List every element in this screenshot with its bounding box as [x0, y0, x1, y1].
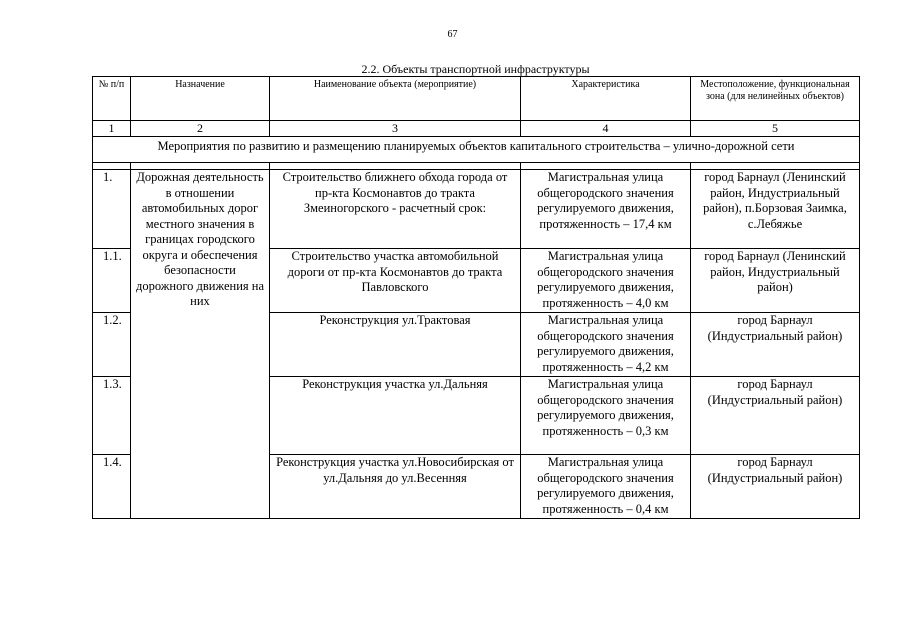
row-number: 1.4.: [93, 455, 131, 519]
header-num: № п/п: [93, 77, 131, 121]
object-name: Строительство участка автомобильной дороги от пр-кта Космонавтов до тракта Павловского: [270, 249, 521, 313]
object-name: Реконструкция участка ул.Новосибирская от ул.Дальняя до ул.Весенняя: [270, 455, 521, 519]
row-number: 1.: [93, 170, 131, 249]
object-name: Реконструкция ул.Трактовая: [270, 313, 521, 377]
header-location: Местоположение, функциональная зона (для нелинейных объектов): [691, 77, 860, 121]
table-row: [93, 170, 860, 249]
column-number: 5: [691, 121, 860, 137]
column-number: 1: [93, 121, 131, 137]
table-title: 2.2. Объекты транспортной инфраструктуры: [361, 62, 590, 76]
header-name: Наименование объекта (мероприятие): [270, 77, 521, 121]
row-number: 1.1.: [93, 249, 131, 313]
characteristic: Магистральная улица общегородского значения регулируемого движения, протяженность – 4,2 км: [521, 313, 691, 377]
characteristic: Магистральная улица общегородского значения регулируемого движения, протяженность – 0,4 км: [521, 455, 691, 519]
row-number: 1.3.: [93, 377, 131, 455]
column-number: 2: [131, 121, 270, 137]
characteristic: Магистральная улица общегородского значения регулируемого движения, протяженность – 17,4 км: [521, 170, 691, 249]
page-number: 67: [447, 29, 458, 40]
object-name: Реконструкция участка ул.Дальняя: [270, 377, 521, 455]
location: город Барнаул (Индустриальный район): [691, 313, 860, 377]
header-row: [93, 77, 860, 121]
location: город Барнаул (Ленинский район, Индустриальный район), п.Борзовая Заимка, с.Лебяжье: [691, 170, 860, 249]
header-characteristic: Характеристика: [521, 77, 691, 121]
section-title: Мероприятия по развитию и размещению планируемых объектов капитального строительства – улично-дорожной сети: [93, 137, 860, 163]
column-number: 3: [270, 121, 521, 137]
characteristic: Магистральная улица общегородского значения регулируемого движения, протяженность – 0,3 км: [521, 377, 691, 455]
location: город Барнаул (Индустриальный район): [691, 455, 860, 519]
location: город Барнаул (Ленинский район, Индустриальный район): [691, 249, 860, 313]
column-number: 4: [521, 121, 691, 137]
purpose-cell: Дорожная деятельность в отношении автомобильных дорог местного значения в границах городского округа и обеспечения безопасности дорожного движения на них: [131, 170, 270, 519]
spacer-row: [93, 163, 860, 170]
section-row: [93, 137, 860, 163]
row-number: 1.2.: [93, 313, 131, 377]
column-number-row: [93, 121, 860, 137]
location: город Барнаул (Индустриальный район): [691, 377, 860, 455]
characteristic: Магистральная улица общегородского значения регулируемого движения, протяженность – 4,0 км: [521, 249, 691, 313]
infrastructure-table: [92, 76, 860, 519]
header-purpose: Назначение: [131, 77, 270, 121]
object-name: Строительство ближнего обхода города от пр-кта Космонавтов до тракта Змеиногорского - расчетный срок:: [270, 170, 521, 249]
